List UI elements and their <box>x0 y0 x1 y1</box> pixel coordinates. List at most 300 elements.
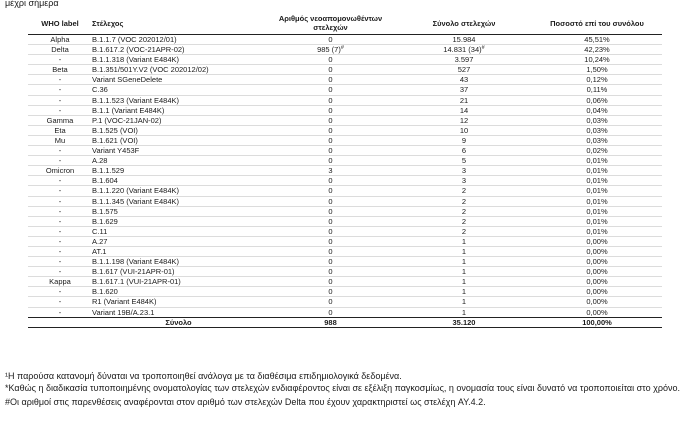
percentage-cell-text: 0,00% <box>586 277 608 287</box>
total-cell <box>396 115 532 125</box>
sequenced-cell <box>265 105 396 115</box>
strain-cell-text: B.1.1.345 (Variant E484K) <box>92 196 179 206</box>
total-cell-text: 21 <box>459 95 469 105</box>
table-row <box>28 75 662 85</box>
strain-cell-text: B.1.617.1 (VUI-21APR-01) <box>92 277 181 287</box>
strain-cell-text: C.11 <box>92 226 108 236</box>
who-label-cell <box>28 115 92 125</box>
who-label-cell-text: - <box>58 55 62 65</box>
who-label-cell-text: - <box>58 226 62 236</box>
percentage-cell <box>532 146 662 156</box>
total-cell <box>396 65 532 75</box>
strain-cell <box>92 95 265 105</box>
sequenced-cell <box>265 267 396 277</box>
total-cell-text: 1 <box>461 307 467 317</box>
percentage-cell-text: 0,04% <box>586 105 608 115</box>
who-label-cell-text: - <box>58 196 62 206</box>
percentage-cell-text: 0,01% <box>586 156 608 166</box>
table-row <box>28 267 662 277</box>
percentage-cell <box>532 65 662 75</box>
percentage-cell-text: 0,01% <box>586 226 608 236</box>
total-cell-text: 2 <box>461 216 467 226</box>
who-label-cell <box>28 236 92 246</box>
sequenced-cell-text: 0 <box>328 125 333 135</box>
sequenced-cell <box>265 146 396 156</box>
sequenced-cell-text: 3 <box>328 166 333 176</box>
who-label-cell-text: - <box>58 105 62 115</box>
sequenced-cell <box>265 95 396 105</box>
percentage-cell <box>532 196 662 206</box>
total-cell-text: 12 <box>459 115 469 125</box>
table-row <box>28 277 662 287</box>
strain-cell-text: A.28 <box>92 156 108 166</box>
who-label-cell-text: Eta <box>54 125 66 135</box>
strain-cell <box>92 45 265 55</box>
percentage-cell <box>532 55 662 65</box>
sequenced-cell-text: 985 (7) <box>317 45 341 55</box>
who-label-cell-text: - <box>58 297 62 307</box>
percentage-cell-text: 0,02% <box>586 146 608 156</box>
total-cell <box>396 257 532 267</box>
strain-cell-text: B.1.1.198 (Variant E484K) <box>92 257 179 267</box>
percentage-cell-text: 0,00% <box>586 236 608 246</box>
percentage-cell <box>532 166 662 176</box>
total-cell-text: 5 <box>461 156 467 166</box>
table-row <box>28 226 662 236</box>
strain-cell <box>92 307 265 317</box>
total-cell-text: 3.597 <box>454 55 474 65</box>
sequenced-cell-text: 0 <box>328 35 333 44</box>
who-label-cell <box>28 95 92 105</box>
sequenced-cell <box>265 166 396 176</box>
total-cell <box>396 45 532 55</box>
table-row <box>28 186 662 196</box>
table-row <box>28 146 662 156</box>
strain-cell <box>92 156 265 166</box>
strain-cell-text: B.1.604 <box>92 176 118 186</box>
sequenced-cell-text: 0 <box>328 216 333 226</box>
total-cell <box>396 166 532 176</box>
total-cell <box>396 186 532 196</box>
table-row <box>28 45 662 55</box>
strain-cell <box>92 277 265 287</box>
total-cell-text: 6 <box>461 146 467 156</box>
table-row <box>28 85 662 95</box>
who-label-cell-text: - <box>58 176 62 186</box>
strain-cell-text: C.36 <box>92 85 108 95</box>
total-cell-text: 10 <box>459 125 469 135</box>
table-row <box>28 95 662 105</box>
total-cell-text: 43 <box>459 75 469 85</box>
who-label-cell-text: - <box>58 257 62 267</box>
strain-cell-text: P.1 (VOC-21JAN-02) <box>92 115 162 125</box>
strain-cell-text: B.1.617.2 (VOC-21APR-02) <box>92 45 185 55</box>
strain-cell <box>92 176 265 186</box>
percentage-cell-text: 0,03% <box>586 115 608 125</box>
table-row <box>28 216 662 226</box>
total-cell-text: 527 <box>457 65 471 75</box>
total-cell <box>396 307 532 317</box>
strain-cell-text: B.1.351/501Y.V2 (VOC 202012/02) <box>92 65 209 75</box>
table-row <box>28 297 662 307</box>
table-row <box>28 35 662 45</box>
total-cell <box>396 277 532 287</box>
footnote-distribution: ¹Η παρούσα κατανομή δύναται να τροποποιηθεί ανάλογα με τα διαθέσιμα επιδημιολογικά δεδομένα. <box>5 371 402 381</box>
who-label-cell <box>28 246 92 256</box>
strain-cell <box>92 267 265 277</box>
strain-cell <box>92 135 265 145</box>
table-row <box>28 307 662 317</box>
percentage-cell <box>532 277 662 287</box>
strain-cell <box>92 196 265 206</box>
strain-cell-text: B.1.1.529 <box>92 166 125 176</box>
sequenced-cell-text: 0 <box>328 206 333 216</box>
total-cell <box>396 55 532 65</box>
strain-cell <box>92 166 265 176</box>
header-sequenced: Αριθμός νεοαπομονωθέντων στελεχών <box>265 12 396 35</box>
total-cell <box>396 246 532 256</box>
sequenced-cell <box>265 55 396 65</box>
percentage-cell <box>532 115 662 125</box>
total-cell-text: 3 <box>461 166 467 176</box>
sequenced-cell-text: 0 <box>328 277 333 287</box>
total-cell-text: 1 <box>461 297 467 307</box>
percentage-cell-text: 0,12% <box>586 75 608 85</box>
sequenced-cell-text: 0 <box>328 297 333 307</box>
strain-cell-text: B.1.1.220 (Variant E484K) <box>92 186 179 196</box>
strain-cell-text: B.1.1.523 (Variant E484K) <box>92 95 179 105</box>
table-body <box>28 35 662 318</box>
total-cell-text: 37 <box>459 85 469 95</box>
total-who-cell <box>28 317 92 327</box>
percentage-cell-text: 0,06% <box>586 95 608 105</box>
percentage-cell <box>532 186 662 196</box>
who-label-cell <box>28 196 92 206</box>
sequenced-cell-text: 0 <box>328 226 333 236</box>
strain-cell-text: B.1.621 (VOI) <box>92 135 138 145</box>
strain-cell <box>92 297 265 307</box>
strain-cell-text: B.1.629 <box>92 216 118 226</box>
total-cell <box>396 196 532 206</box>
sequenced-cell <box>265 307 396 317</box>
total-cell-text: 3 <box>461 176 467 186</box>
strain-cell <box>92 246 265 256</box>
who-label-cell <box>28 287 92 297</box>
strain-cell-text: Variant 19B/A.23.1 <box>92 307 155 317</box>
total-cell <box>396 267 532 277</box>
percentage-cell <box>532 206 662 216</box>
strain-cell <box>92 146 265 156</box>
percentage-cell <box>532 105 662 115</box>
total-cell <box>396 146 532 156</box>
who-label-cell-text: - <box>58 156 62 166</box>
strain-cell <box>92 125 265 135</box>
sequenced-cell <box>265 196 396 206</box>
strain-cell <box>92 75 265 85</box>
sequenced-cell-text: 0 <box>328 196 333 206</box>
percentage-cell <box>532 287 662 297</box>
who-label-cell <box>28 65 92 75</box>
total-cell <box>396 105 532 115</box>
who-label-cell <box>28 156 92 166</box>
total-cell <box>396 135 532 145</box>
who-label-cell-text: Delta <box>51 45 69 55</box>
sequenced-cell <box>265 287 396 297</box>
strain-cell <box>92 206 265 216</box>
strain-cell <box>92 65 265 75</box>
strain-cell-text: AT.1 <box>92 246 107 256</box>
sequenced-cell-text: 0 <box>328 257 333 267</box>
total-cell <box>396 297 532 307</box>
who-label-cell-text: - <box>58 85 62 95</box>
percentage-cell <box>532 156 662 166</box>
who-label-cell <box>28 135 92 145</box>
total-percentage: 100,00% <box>532 317 662 327</box>
sequenced-cell-text: 0 <box>328 85 333 95</box>
table-row <box>28 287 662 297</box>
who-label-cell-text: - <box>58 307 62 317</box>
header-who-label: WHO label <box>28 12 92 35</box>
percentage-cell <box>532 135 662 145</box>
percentage-cell <box>532 176 662 186</box>
sequenced-cell-text: 0 <box>328 307 333 317</box>
who-label-cell-text: Alpha <box>50 35 70 44</box>
who-label-cell <box>28 297 92 307</box>
percentage-cell-text: 42,23% <box>584 45 610 55</box>
sequenced-cell-text: 0 <box>328 156 333 166</box>
strain-cell-text: B.1.575 <box>92 206 118 216</box>
strain-cell <box>92 55 265 65</box>
strain-cell <box>92 186 265 196</box>
who-label-cell <box>28 105 92 115</box>
sequenced-cell-text: 0 <box>328 95 333 105</box>
sequenced-cell-text: 0 <box>328 236 333 246</box>
percentage-cell-text: 10,24% <box>584 55 610 65</box>
who-label-cell <box>28 257 92 267</box>
who-label-cell <box>28 267 92 277</box>
who-label-cell <box>28 176 92 186</box>
percentage-cell <box>532 257 662 267</box>
table-row <box>28 156 662 166</box>
strain-cell-text: B.1.1 (Variant E484K) <box>92 105 165 115</box>
footnotes <box>5 371 695 409</box>
percentage-cell <box>532 125 662 135</box>
sequenced-cell <box>265 85 396 95</box>
table-row <box>28 115 662 125</box>
who-label-cell <box>28 166 92 176</box>
sequenced-cell <box>265 75 396 85</box>
strain-cell-text: B.1.1.318 (Variant E484K) <box>92 55 179 65</box>
sequenced-cell <box>265 35 396 45</box>
sequenced-cell <box>265 257 396 267</box>
percentage-cell-text: 0,00% <box>586 287 608 297</box>
who-label-cell-text: Kappa <box>49 277 71 287</box>
total-cell-text: 1 <box>461 236 467 246</box>
total-cell-footnote-mark: # <box>481 45 485 52</box>
table-row <box>28 257 662 267</box>
total-cell-text: 1 <box>461 257 467 267</box>
footnote-nomenclature: *Καθώς η διαδικασία τυποποιημένης ονοματολογίας των στελεχών ενδιαφέροντος είναι σε εξέλιξη παγκοσμίως, η ονομασία τους είναι δυνατό να τροποποιείται στο χρόνο. <box>5 382 680 393</box>
sequenced-cell <box>265 297 396 307</box>
strain-cell <box>92 35 265 45</box>
total-cell-text: 15.984 <box>452 35 476 44</box>
strain-cell <box>92 216 265 226</box>
sequenced-cell-text: 0 <box>328 75 333 85</box>
total-cell <box>396 95 532 105</box>
total-label: Σύνολο <box>92 317 265 327</box>
strain-cell <box>92 287 265 297</box>
total-cell <box>396 176 532 186</box>
percentage-cell-text: 0,00% <box>586 267 608 277</box>
strain-cell <box>92 236 265 246</box>
strain-cell <box>92 105 265 115</box>
strain-cell-text: Variant Y453F <box>92 146 140 156</box>
total-cell <box>396 75 532 85</box>
percentage-cell <box>532 95 662 105</box>
sequenced-cell <box>265 125 396 135</box>
sequenced-cell <box>265 277 396 287</box>
who-label-cell <box>28 307 92 317</box>
who-label-cell <box>28 85 92 95</box>
total-cell <box>396 206 532 216</box>
percentage-cell-text: 0,00% <box>586 246 608 256</box>
sequenced-cell <box>265 176 396 186</box>
total-cell-text: 2 <box>461 226 467 236</box>
percentage-cell-text: 0,00% <box>586 257 608 267</box>
heading-fragment: μέχρι σήμερα <box>5 0 59 8</box>
strain-cell <box>92 115 265 125</box>
who-label-cell-text: - <box>58 267 62 277</box>
strain-cell-text: B.1.617 (VUI-21APR-01) <box>92 267 175 277</box>
strain-cell <box>92 226 265 236</box>
total-cell-text: 1 <box>461 246 467 256</box>
sequenced-cell-text: 0 <box>328 246 333 256</box>
percentage-cell-text: 45,51% <box>584 35 610 44</box>
table-row <box>28 135 662 145</box>
percentage-cell <box>532 226 662 236</box>
total-cell-text: 1 <box>461 267 467 277</box>
who-label-cell-text: - <box>58 236 62 246</box>
sequenced-cell-text: 0 <box>328 55 333 65</box>
total-cell <box>396 156 532 166</box>
header-percentage: Ποσοστό επί του συνόλου <box>532 12 662 35</box>
sequenced-cell <box>265 246 396 256</box>
total-cell <box>396 236 532 246</box>
percentage-cell-text: 0,01% <box>586 206 608 216</box>
total-cell-text: 9 <box>461 135 467 145</box>
percentage-cell <box>532 85 662 95</box>
sequenced-cell <box>265 135 396 145</box>
total-cell-text: 2 <box>461 206 467 216</box>
sequenced-cell <box>265 45 396 55</box>
who-label-cell <box>28 125 92 135</box>
table-row <box>28 65 662 75</box>
sequenced-cell <box>265 115 396 125</box>
who-label-cell <box>28 146 92 156</box>
who-label-cell <box>28 35 92 45</box>
table-row <box>28 55 662 65</box>
who-label-cell-text: - <box>58 287 62 297</box>
sequenced-cell-text: 0 <box>328 135 333 145</box>
percentage-cell-text: 0,01% <box>586 216 608 226</box>
total-cell <box>396 226 532 236</box>
table-row <box>28 236 662 246</box>
total-cell <box>396 125 532 135</box>
who-label-cell <box>28 45 92 55</box>
percentage-cell-text: 1,50% <box>586 65 608 75</box>
sequenced-cell <box>265 236 396 246</box>
sequenced-cell-text: 0 <box>328 186 333 196</box>
percentage-cell-text: 0,01% <box>586 186 608 196</box>
sequenced-cell <box>265 65 396 75</box>
who-label-cell <box>28 186 92 196</box>
sequenced-cell <box>265 186 396 196</box>
percentage-cell <box>532 246 662 256</box>
strain-cell-text: A.27 <box>92 236 108 246</box>
who-label-cell-text: Mu <box>54 135 66 145</box>
who-label-cell <box>28 226 92 236</box>
table-row <box>28 125 662 135</box>
who-label-cell-text: Gamma <box>46 115 74 125</box>
who-label-cell-text: - <box>58 246 62 256</box>
who-label-cell-text: - <box>58 75 62 85</box>
sequenced-cell-text: 0 <box>328 65 333 75</box>
sequenced-cell-text: 0 <box>328 115 333 125</box>
sequenced-cell-text: 0 <box>328 176 333 186</box>
header-strain: Στέλεχος <box>92 12 265 35</box>
sequenced-cell <box>265 156 396 166</box>
table-row <box>28 105 662 115</box>
percentage-cell-text: 0,01% <box>586 166 608 176</box>
percentage-cell <box>532 45 662 55</box>
total-cell-text: 2 <box>461 186 467 196</box>
who-label-cell <box>28 75 92 85</box>
percentage-cell <box>532 35 662 45</box>
percentage-cell-text: 0,03% <box>586 125 608 135</box>
who-label-cell <box>28 206 92 216</box>
table-row <box>28 166 662 176</box>
variants-table <box>28 12 662 328</box>
who-label-cell-text: - <box>58 186 62 196</box>
who-label-cell <box>28 216 92 226</box>
sequenced-cell-text: 0 <box>328 267 333 277</box>
strain-cell-text: Variant SGeneDelete <box>92 75 163 85</box>
sequenced-cell <box>265 216 396 226</box>
total-sequenced: 988 <box>265 317 396 327</box>
sequenced-cell <box>265 206 396 216</box>
sequenced-cell <box>265 226 396 236</box>
table-row <box>28 206 662 216</box>
percentage-cell-text: 0,01% <box>586 176 608 186</box>
percentage-cell-text: 0,01% <box>586 196 608 206</box>
strain-cell-text: R1 (Variant E484K) <box>92 297 157 307</box>
footnote-parentheses: #Οι αριθμοί στις παρενθέσεις αναφέρονται στον αριθμό των στελεχών Delta που έχουν χαρακτηριστεί ως στελέχη AY.4.2. <box>5 397 486 407</box>
who-label-cell-text: - <box>58 146 62 156</box>
table-header-row <box>28 12 662 35</box>
who-label-cell-text: Beta <box>52 65 68 75</box>
percentage-cell-text: 0,11% <box>586 85 608 95</box>
total-row <box>28 317 662 327</box>
total-cell <box>396 35 532 45</box>
percentage-cell <box>532 216 662 226</box>
sequenced-cell-text: 0 <box>328 287 333 297</box>
who-label-cell-text: - <box>58 206 62 216</box>
who-label-cell-text: Omicron <box>45 166 75 176</box>
total-cell-text: 2 <box>461 196 467 206</box>
percentage-cell-text: 0,00% <box>586 297 608 307</box>
sequenced-cell-text: 0 <box>328 105 333 115</box>
strain-cell <box>92 257 265 267</box>
